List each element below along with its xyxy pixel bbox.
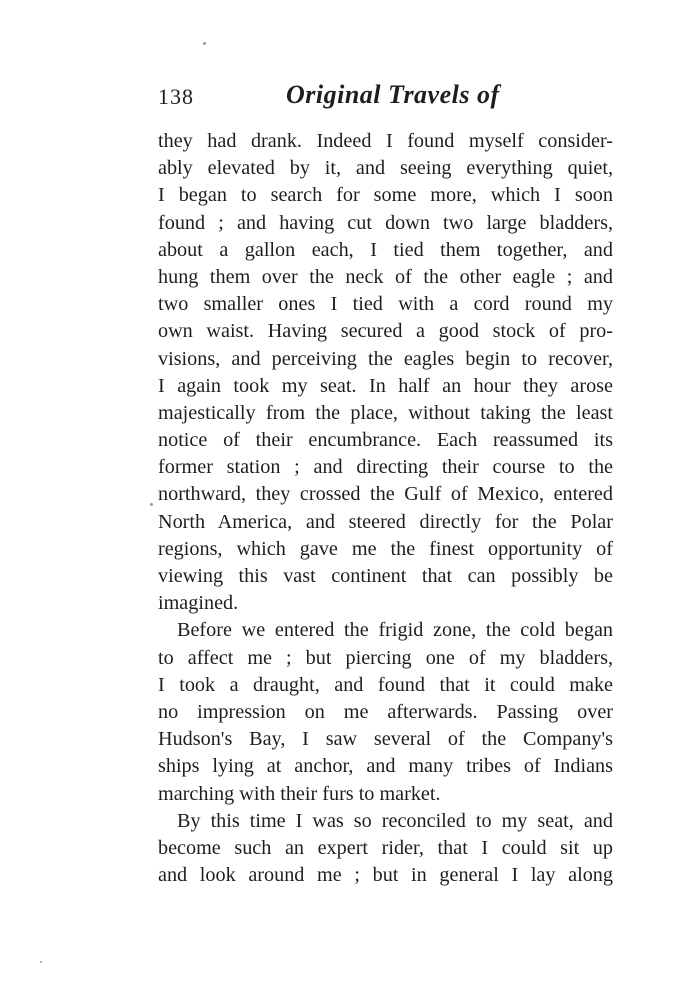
text-line: imagined. [158, 592, 239, 615]
paper-speck [40, 961, 42, 963]
text-line: viewing this vast continent that can possibly be [158, 565, 613, 587]
text-line: I again took my seat. In half an hour they arose [158, 374, 613, 397]
text-line: former station ; and directing their course to the [158, 456, 613, 479]
text-line: two smaller ones I tied with a cord round my [158, 293, 613, 316]
text-line: Before we entered the frigid zone, the cold began [177, 619, 613, 642]
text-line: marching with their furs to market. [158, 782, 441, 805]
text-line: northward, they crossed the Gulf of Mexico, entered [158, 483, 613, 506]
paragraph-2 [158, 617, 613, 807]
text-line: By this time I was so reconciled to my seat, and [177, 809, 613, 832]
text-line: I took a draught, and found that it could make [158, 673, 613, 696]
text-line: and look around me ; but in general I lay along [158, 864, 613, 887]
text-line: to affect me ; but piercing one of my bladders, [158, 646, 613, 669]
paper-speck [150, 503, 153, 506]
paragraph-3 [158, 808, 613, 890]
running-head [158, 78, 613, 118]
paper-speck [203, 42, 206, 45]
body-text [158, 128, 613, 889]
text-line: majestically from the place, without taking the least [158, 401, 613, 424]
text-line: ably elevated by it, and seeing everything quiet, [158, 157, 613, 180]
text-line: Hudson's Bay, I saw several of the Company's [158, 728, 613, 751]
text-line: hung them over the neck of the other eagle ; and [158, 265, 613, 288]
text-line: notice of their encumbrance. Each reassumed its [158, 429, 613, 452]
text-line: own waist. Having secured a good stock of pro- [158, 320, 613, 343]
text-line: I began to search for some more, which I soon [158, 184, 613, 207]
text-line: regions, which gave me the finest opportunity of [158, 537, 613, 560]
page-number: 138 [158, 84, 194, 109]
text-line: about a gallon each, I tied them together, and [158, 238, 613, 261]
text-line: North America, and steered directly for the Polar [158, 510, 613, 533]
text-line: visions, and perceiving the eagles begin to recover, [158, 347, 613, 370]
text-line: found ; and having cut down two large bladders, [158, 211, 613, 234]
paragraph-1 [158, 128, 613, 617]
text-line: they had drank. Indeed I found myself consider- [158, 130, 613, 152]
text-line: become such an expert rider, that I could sit up [158, 836, 613, 859]
text-line: no impression on me afterwards. Passing over [158, 700, 613, 723]
running-title: Original Travels of [286, 80, 500, 109]
text-line: ships lying at anchor, and many tribes of Indians [158, 755, 613, 778]
